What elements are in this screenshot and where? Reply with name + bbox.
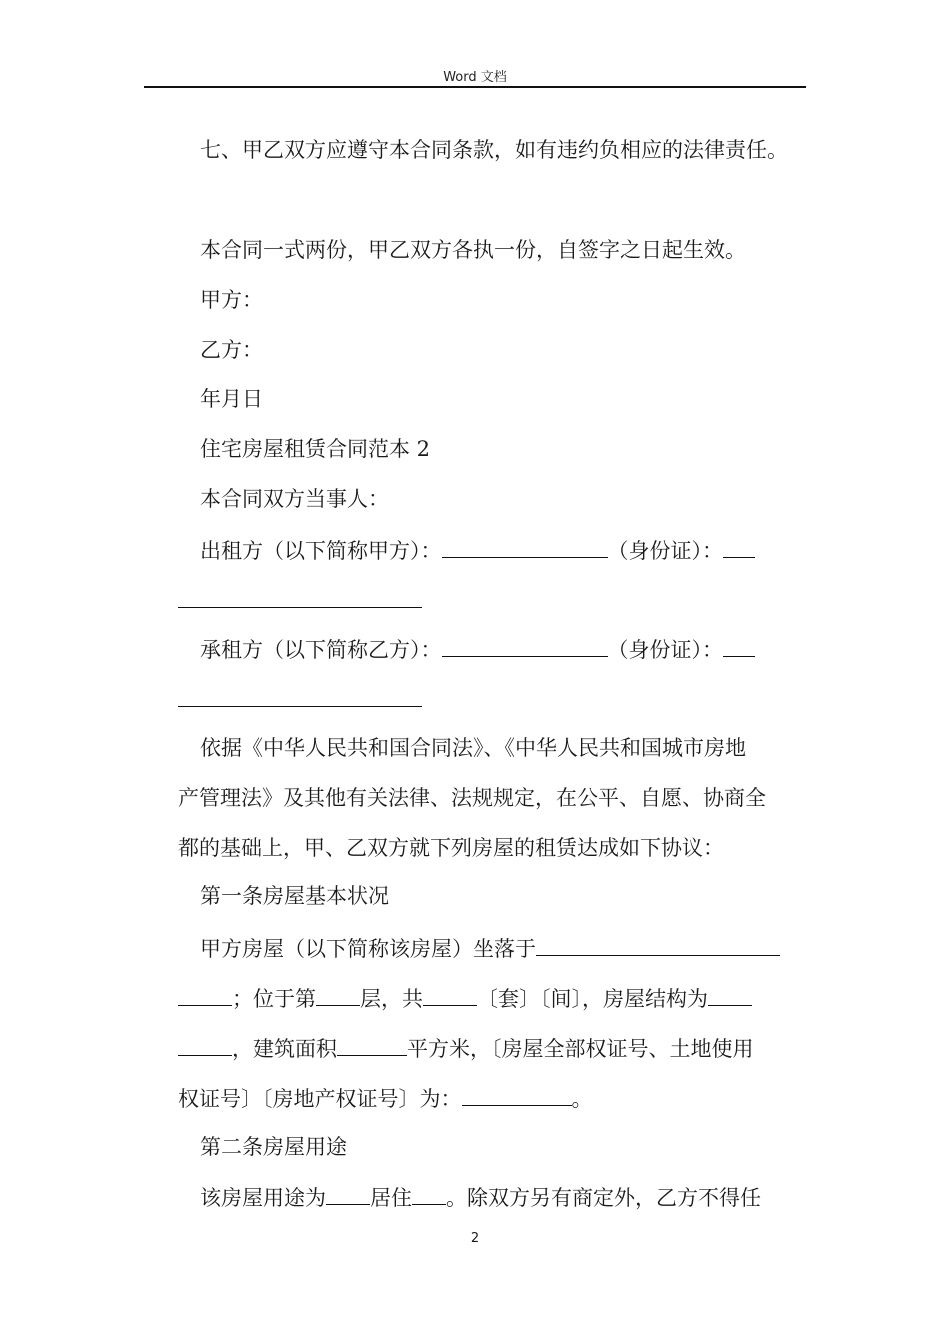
certificate-label-continued: 权证号〕〔房地产权证号〕为： — [178, 1087, 462, 1111]
clause-7: 七、甲乙双方应遵守本合同条款，如有违约负相应的法律责任。 — [200, 138, 788, 162]
usage-blank-after[interactable] — [412, 1184, 446, 1205]
floor-label: ；位于第 — [232, 987, 316, 1011]
lessee-id-blank[interactable] — [723, 636, 755, 657]
lessee-line — [200, 636, 755, 662]
certificate-label: 平方米，〔房屋全部权证号、土地使用 — [407, 1037, 754, 1061]
parties-intro: 本合同双方当事人： — [200, 487, 389, 511]
area-blank[interactable] — [337, 1035, 407, 1056]
certificate-blank[interactable] — [462, 1085, 572, 1106]
certificate-end: 。 — [571, 1087, 593, 1111]
property-area-line — [178, 1035, 754, 1061]
lessee-id-continuation — [178, 686, 422, 712]
usage-label: 该房屋用途为 — [200, 1186, 326, 1210]
total-floors-blank[interactable] — [423, 985, 477, 1006]
lessee-id-label: （身份证）： — [607, 638, 723, 662]
structure-label: 〔套〕〔间〕，房屋结构为 — [477, 987, 708, 1011]
usage-blank-before[interactable] — [326, 1184, 370, 1205]
usage-line — [200, 1184, 761, 1210]
property-certificate-line — [178, 1085, 593, 1111]
lessor-id-label: （身份证）： — [607, 539, 723, 563]
lessor-id-continuation — [178, 587, 422, 613]
copies-clause: 本合同一式两份，甲乙双方各执一份，自签字之日起生效。 — [200, 238, 746, 262]
header-divider — [144, 86, 806, 88]
article-2-title: 第二条房屋用途 — [200, 1135, 347, 1159]
structure-blank-continued[interactable] — [178, 1035, 232, 1056]
usage-value: 居住 — [370, 1186, 412, 1210]
page-header: Word 文档 — [443, 70, 507, 85]
property-location-blank[interactable] — [536, 935, 780, 956]
property-location-label: 甲方房屋（以下简称该房屋）坐落于 — [200, 937, 536, 961]
structure-blank[interactable] — [708, 985, 752, 1006]
signature-date: 年月日 — [200, 387, 263, 411]
lessor-id-blank-continued[interactable] — [178, 587, 422, 608]
article-1-title: 第一条房屋基本状况 — [200, 884, 389, 908]
lessee-id-blank-continued[interactable] — [178, 686, 422, 707]
lessor-name-blank[interactable] — [442, 537, 608, 558]
party-a-signature: 甲方： — [200, 288, 263, 312]
legal-basis-line-3: 都的基础上，甲、乙双方就下列房屋的租赁达成如下协议： — [178, 836, 724, 860]
property-location-line — [200, 935, 780, 961]
property-floor-line — [178, 985, 752, 1011]
legal-basis-line-1: 依据《中华人民共和国合同法》、《中华人民共和国城市房地 — [200, 736, 746, 760]
lessee-label: 承租方（以下简称乙方）： — [200, 638, 442, 662]
contract-2-title: 住宅房屋租赁合同范本 2 — [200, 437, 431, 461]
lessee-name-blank[interactable] — [442, 636, 608, 657]
lessor-line — [200, 537, 755, 563]
party-b-signature: 乙方： — [200, 338, 263, 362]
property-location-blank-continued[interactable] — [178, 985, 232, 1006]
page-number: 2 — [470, 1231, 480, 1246]
usage-restriction: 。除双方另有商定外，乙方不得任 — [446, 1186, 761, 1210]
lessor-id-blank[interactable] — [723, 537, 755, 558]
floor-blank[interactable] — [316, 985, 360, 1006]
area-label: ，建筑面积 — [232, 1037, 337, 1061]
total-floors-label: 层，共 — [360, 987, 423, 1011]
lessor-label: 出租方（以下简称甲方）： — [200, 539, 442, 563]
legal-basis-line-2: 产管理法》及其他有关法律、法规规定，在公平、自愿、协商全 — [178, 786, 766, 810]
